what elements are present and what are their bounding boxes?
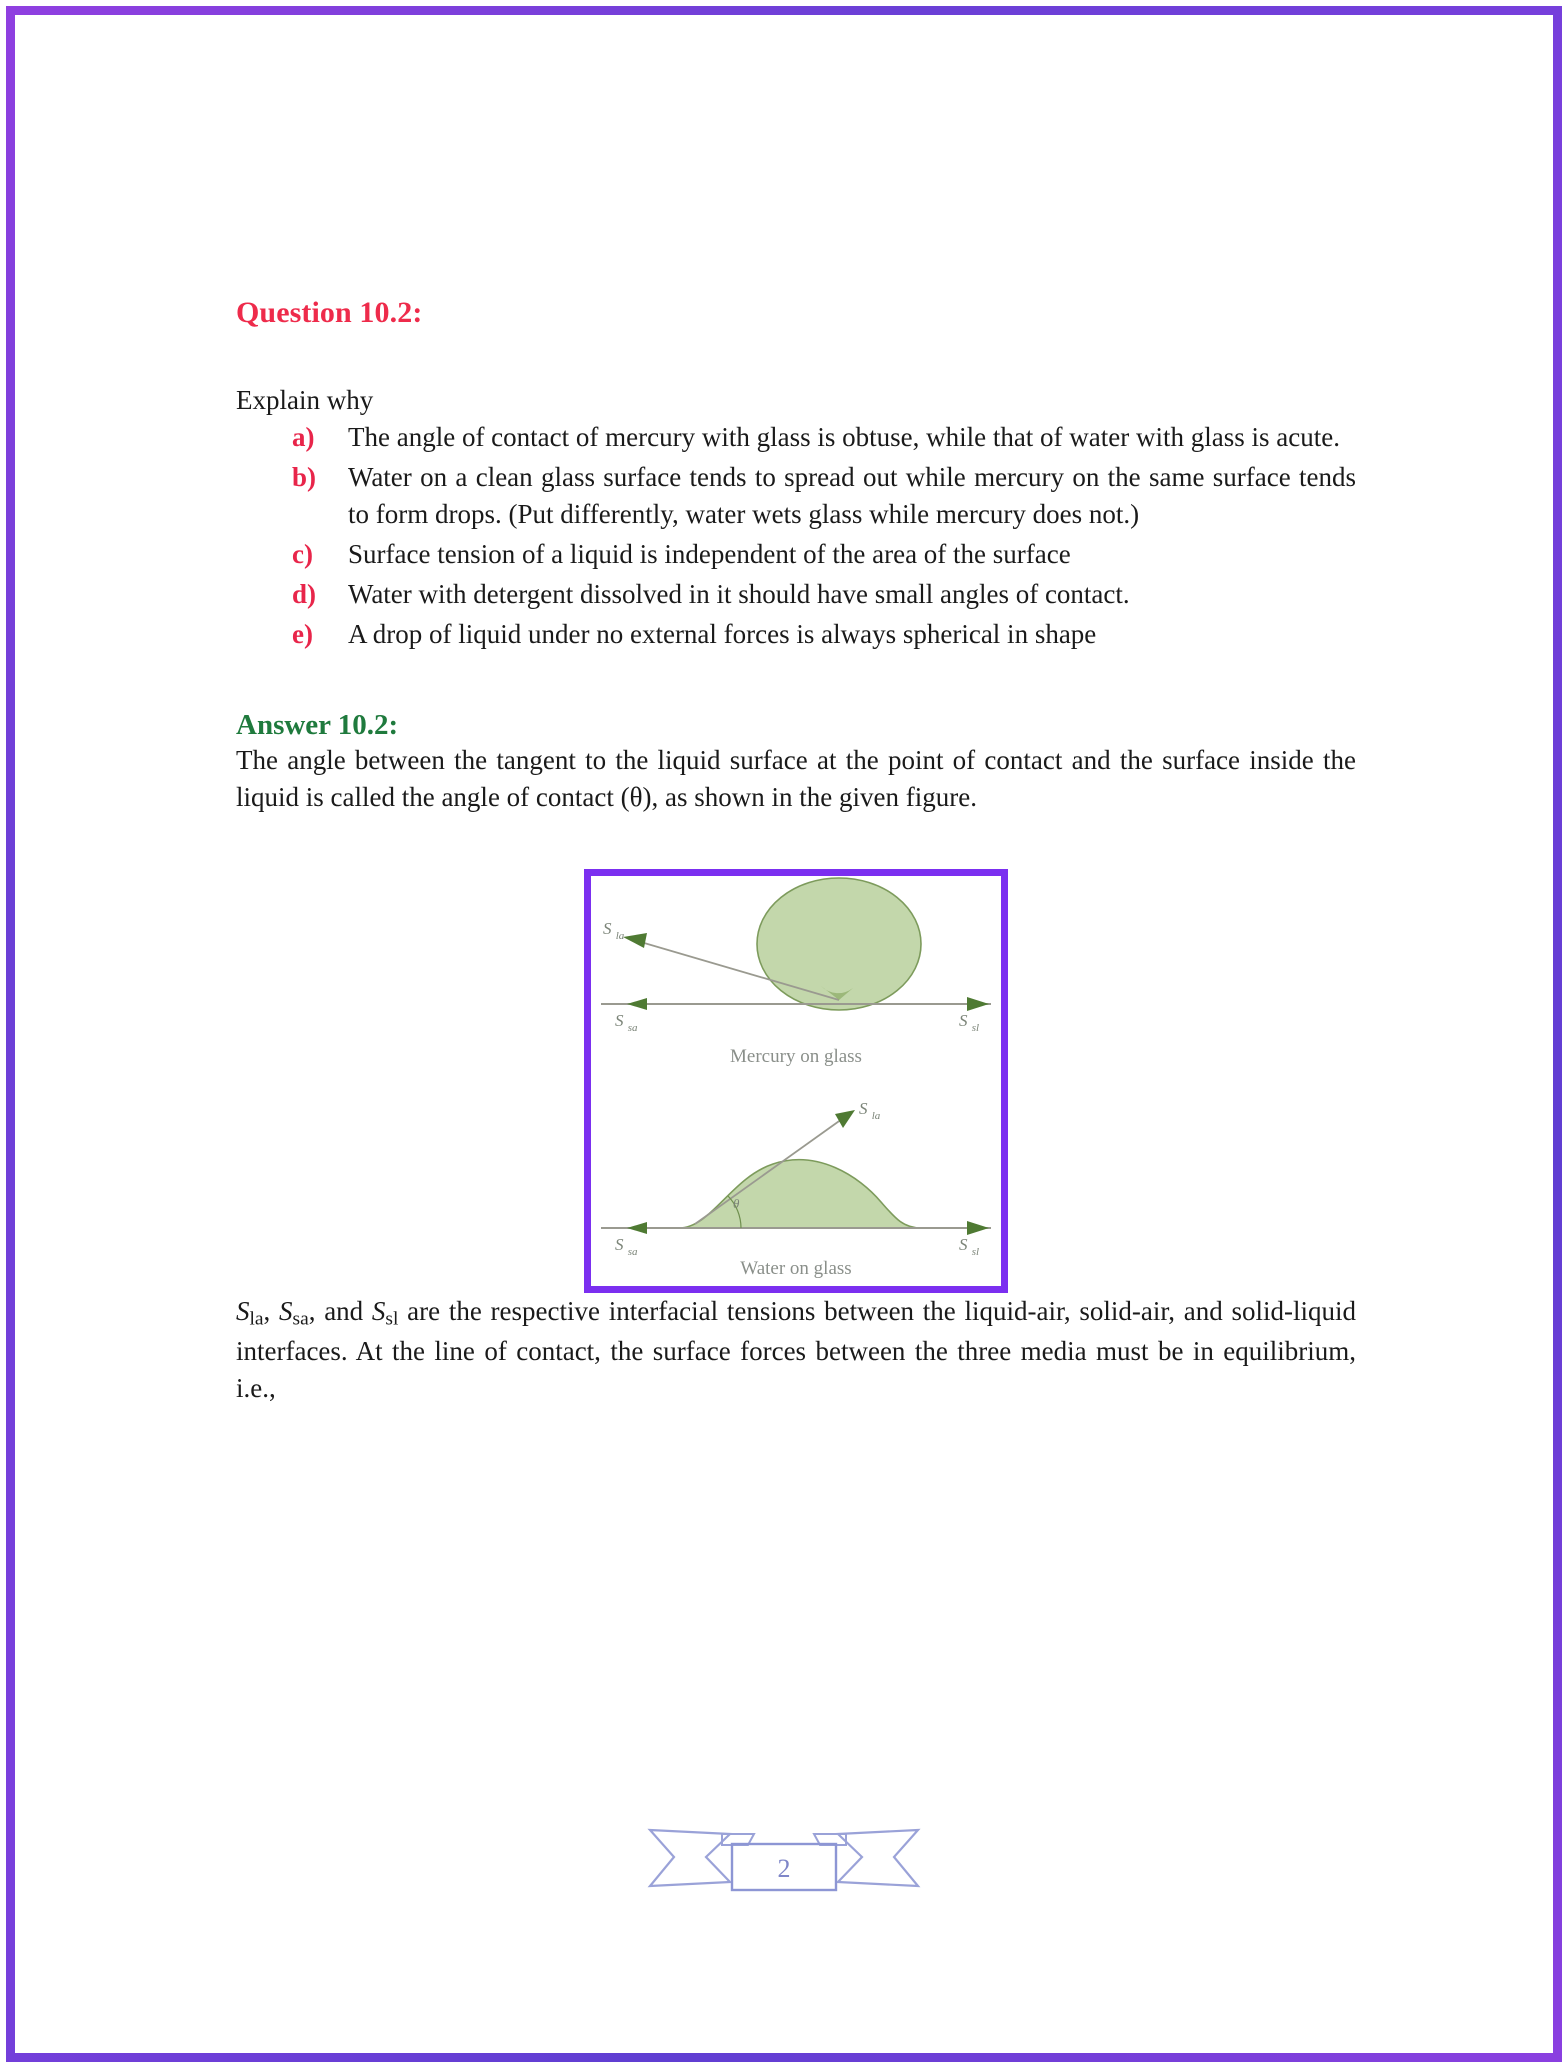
question-prompt: Explain why bbox=[236, 385, 374, 415]
list-item-text: A drop of liquid under no external forces is always spherical in shape bbox=[348, 619, 1097, 650]
closing-rest: are the respective interfacial tensions between the liquid-air, solid-air, and solid-liquid interfaces. At the line of contact, the surface forces between the three media must be in equilibrium, i.e., bbox=[236, 1295, 1356, 1403]
list-item bbox=[292, 536, 1356, 573]
mercury-la-arrowhead-icon bbox=[623, 933, 647, 948]
answer-intro-paragraph: The angle between the tangent to the liquid surface at the point of contact and the surface inside the liquid is called the angle of contact (θ), as shown in the given figure. bbox=[236, 745, 1356, 813]
list-item-text: Water on a clean glass surface tends to spread out while mercury on the same surface tends to form drops. (Put differently, water wets glass while mercury does not.) bbox=[348, 462, 1356, 530]
ribbon-right-tail-icon bbox=[838, 1830, 918, 1886]
water-label-s-sa-sub: sa bbox=[627, 1245, 638, 1258]
list-item bbox=[292, 576, 1356, 613]
mercury-sl-arrowhead-icon bbox=[967, 997, 989, 1011]
mercury-panel-caption: Mercury on glass bbox=[730, 1045, 862, 1067]
water-sa-arrowhead-icon bbox=[627, 1222, 647, 1234]
answer-heading: Answer 10.2: bbox=[236, 709, 399, 742]
sym-s-sl-sub: sl bbox=[385, 1307, 399, 1329]
water-label-s-sl-sub: sl bbox=[971, 1245, 980, 1258]
mercury-label-s-sa: S $_{sa}$ bbox=[615, 1010, 638, 1034]
sym-s-la-sub: la bbox=[249, 1307, 264, 1329]
sym-s-sa-sub: sa bbox=[292, 1307, 309, 1329]
figure-container bbox=[236, 869, 1356, 1293]
water-sl-arrowhead-icon bbox=[967, 1221, 989, 1235]
ribbon-svg bbox=[644, 1800, 924, 1910]
list-item bbox=[292, 616, 1356, 653]
mercury-drop-shape bbox=[757, 878, 921, 1010]
sym-s-la-base: S bbox=[236, 1295, 250, 1326]
mercury-label-s-sl-sub: sl bbox=[971, 1021, 980, 1034]
water-label-s-sa: S $_{sa}$ bbox=[615, 1234, 638, 1258]
water-angle-theta-symbol: θ bbox=[733, 1195, 740, 1211]
list-item-marker: d) bbox=[292, 579, 317, 610]
water-panel-caption: Water on glass bbox=[740, 1257, 852, 1279]
water-drop-shape bbox=[679, 1159, 921, 1227]
list-item-marker: e) bbox=[292, 619, 313, 650]
mercury-label-s-la-sub: la bbox=[615, 929, 625, 942]
list-item-marker: c) bbox=[292, 539, 313, 570]
list-item bbox=[292, 419, 1356, 456]
page-number-text: 2 bbox=[777, 1854, 791, 1883]
sym-s-sl-base: S bbox=[371, 1295, 386, 1326]
answer-closing-paragraph bbox=[236, 1293, 1356, 1408]
page-content bbox=[236, 296, 1356, 1407]
mercury-sa-arrowhead-icon bbox=[627, 998, 647, 1010]
list-item-marker: a) bbox=[292, 422, 315, 453]
mercury-label-s-sl: S $_{sl}$ bbox=[959, 1010, 980, 1034]
list-item-text: Surface tension of a liquid is independent of the area of the surface bbox=[348, 539, 1071, 570]
mercury-label-s-sa-sub: sa bbox=[627, 1021, 638, 1034]
list-item bbox=[292, 459, 1356, 533]
angle-of-contact-figure bbox=[584, 869, 1008, 1293]
list-item-text: The angle of contact of mercury with glass is obtuse, while that of water with glass is acute. bbox=[348, 422, 1340, 453]
page-number-ribbon-container bbox=[0, 1800, 1568, 1910]
water-label-s-la: S $_{la}$ bbox=[859, 1098, 881, 1122]
water-la-arrowhead-icon bbox=[835, 1110, 855, 1128]
question-item-list bbox=[236, 419, 1356, 653]
ribbon-left-tail-icon bbox=[650, 1830, 730, 1886]
water-label-s-sl: S $_{sl}$ bbox=[959, 1234, 980, 1258]
sym-s-sa-base: S bbox=[279, 1295, 293, 1326]
page-number-ribbon bbox=[644, 1800, 924, 1910]
figure-svg bbox=[591, 876, 1001, 1286]
water-label-s-la-sub: la bbox=[871, 1109, 881, 1122]
list-item-text: Water with detergent dissolved in it should have small angles of contact. bbox=[348, 579, 1130, 610]
mercury-label-s-la: S $_{la}$ bbox=[603, 918, 625, 942]
closing-mid2: , and bbox=[308, 1295, 372, 1326]
list-item-marker: b) bbox=[292, 462, 317, 493]
question-heading: Question 10.2: bbox=[236, 296, 423, 329]
closing-mid1: , bbox=[263, 1295, 280, 1326]
